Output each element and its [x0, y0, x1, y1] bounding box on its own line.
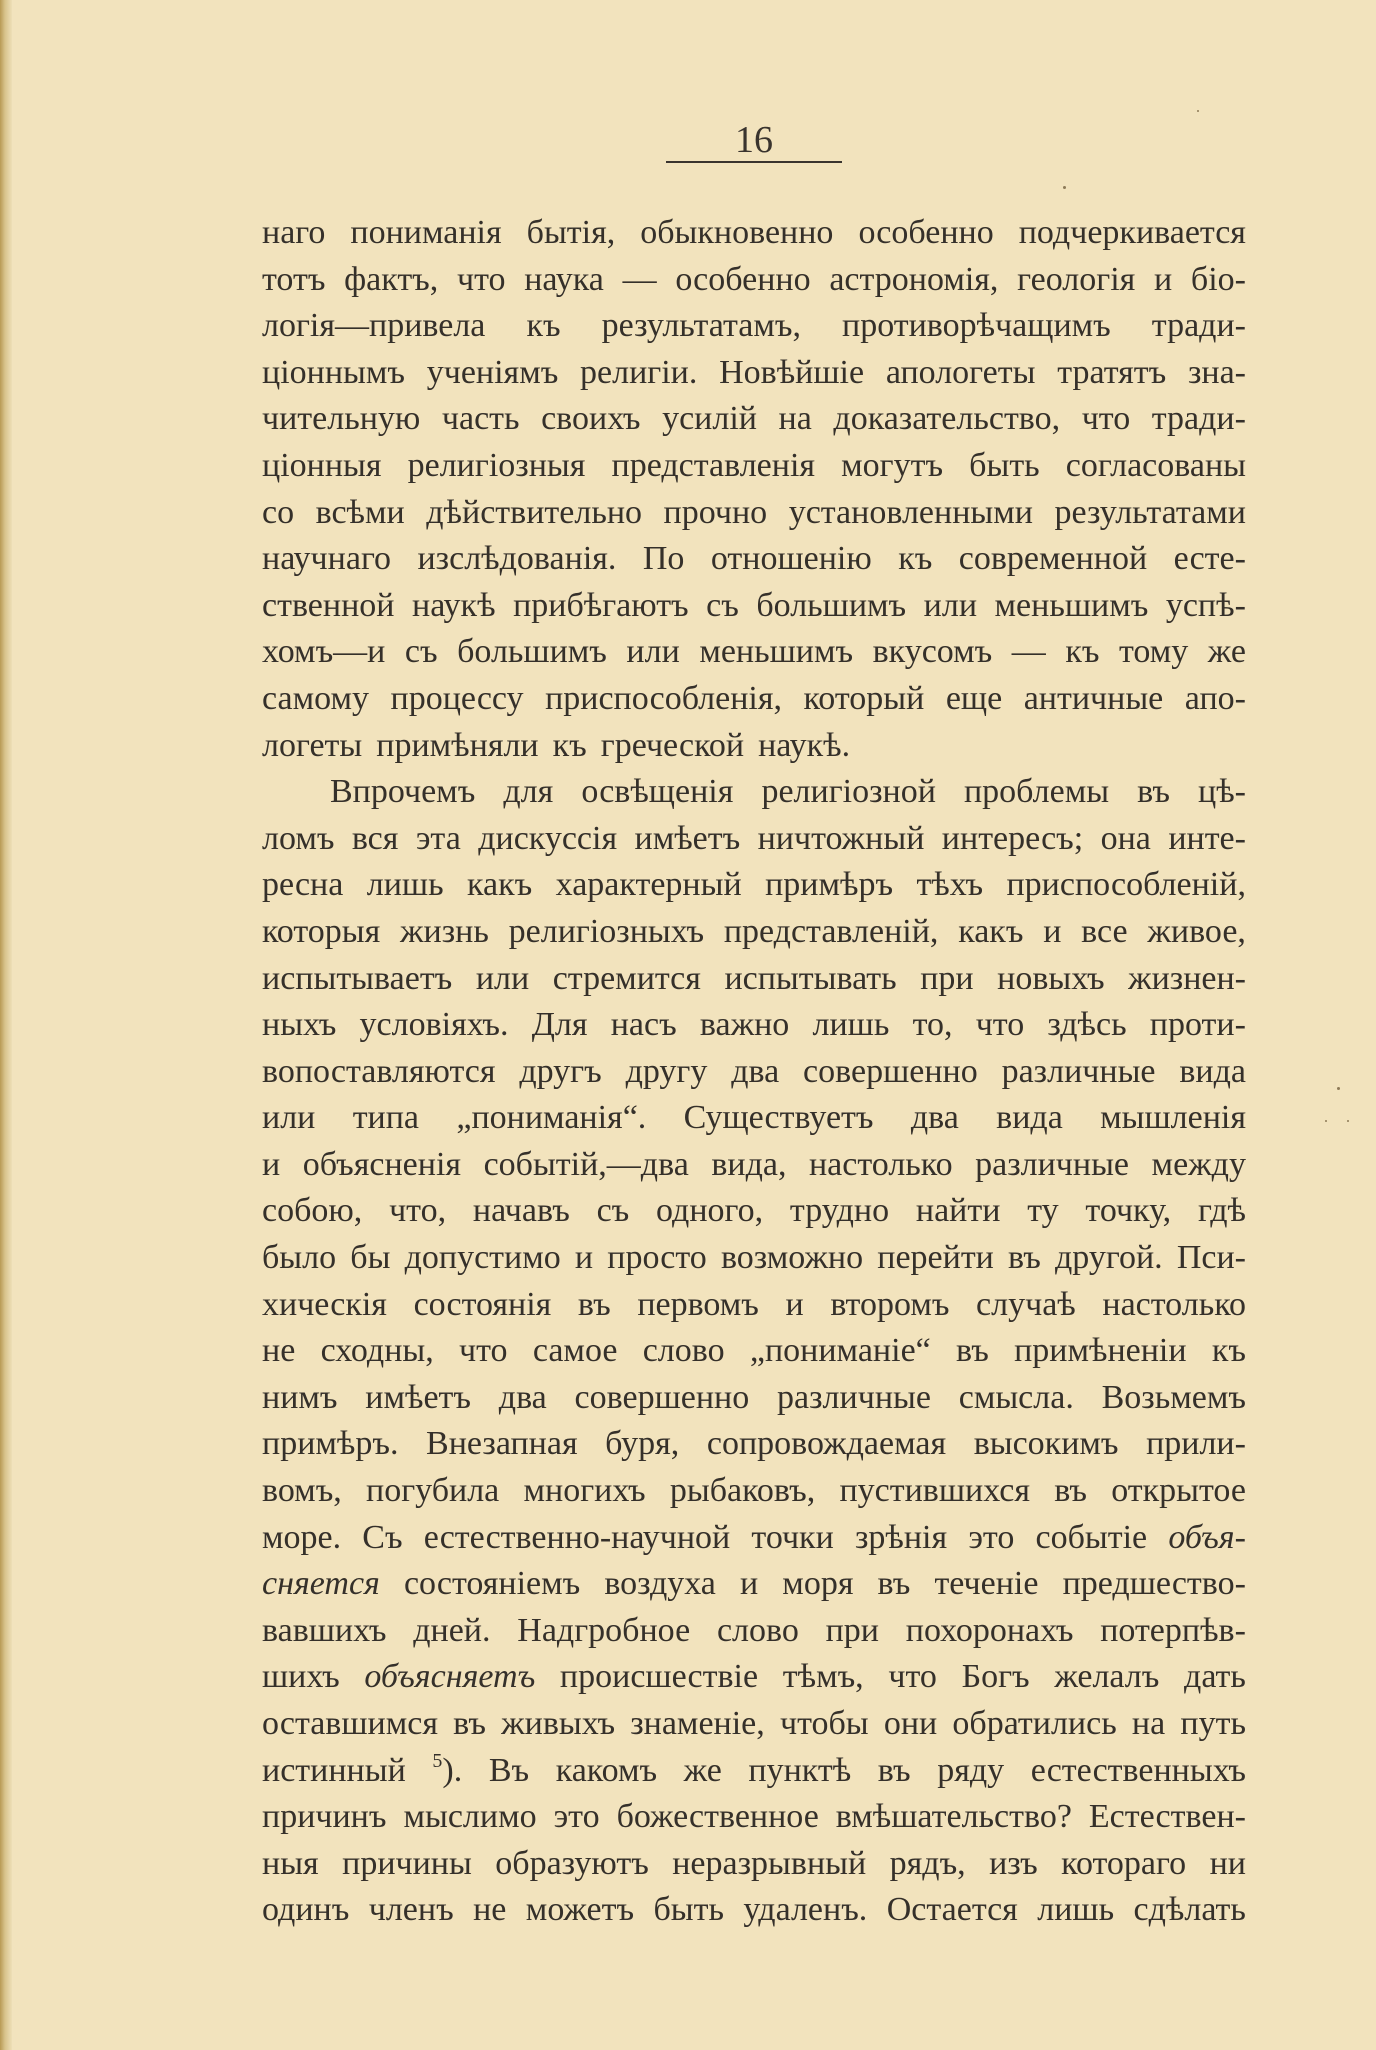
- text-line: вавшихъ дней. Надгробное слово при похоронахъ потерпѣв-: [262, 1611, 1246, 1649]
- text-line: тотъ фактъ, что наука — особенно астрономія, геологія и біо-: [262, 260, 1246, 298]
- text-line: хомъ—и съ большимъ или меньшимъ вкусомъ — къ тому же: [262, 633, 1246, 671]
- text-line: научнаго изслѣдованія. По отношенію къ современной есте-: [262, 540, 1246, 578]
- text-line: логія—привела къ результатамъ, противорѣчащимъ тради-: [262, 307, 1246, 345]
- text-line: и объясненія событій,—два вида, настолько различные между: [262, 1145, 1246, 1183]
- text-line: вопоставляются другъ другу два совершенно различные вида: [262, 1052, 1246, 1090]
- paper-speck: [1325, 1120, 1327, 1122]
- text-line: причинъ мыслимо это божественное вмѣшательство? Естествен-: [262, 1798, 1246, 1836]
- text-line: чительную часть своихъ усилій на доказательство, что тради-: [262, 400, 1246, 438]
- body-text: [262, 210, 1246, 1934]
- text-line: ныя причины образуютъ неразрывный рядъ, изъ котораго ни: [262, 1844, 1246, 1882]
- paper-speck: [1063, 186, 1066, 189]
- text-line: испытываетъ или стремится испытывать при новыхъ жизнен-: [262, 959, 1246, 997]
- text-line: которыя жизнь религіозныхъ представленій, какъ и все живое,: [262, 912, 1246, 950]
- page-edge: [0, 0, 12, 2050]
- text-line: ныхъ условіяхъ. Для насъ важно лишь то, что здѣсь проти-: [262, 1006, 1246, 1044]
- text-line: ресна лишь какъ характерный примѣръ тѣхъ приспособленій,: [262, 866, 1246, 904]
- text-line: ственной наукѣ прибѣгаютъ съ большимъ или меньшимъ успѣ-: [262, 586, 1246, 624]
- text-line: оставшимся въ живыхъ знаменіе, чтобы они обратились на путь: [262, 1705, 1246, 1742]
- text-line: шихъ объясняетъ происшествіе тѣмъ, что Богъ желалъ дать: [262, 1658, 1246, 1696]
- text-line: наго пониманія бытія, обыкновенно особенно подчеркивается: [262, 214, 1246, 251]
- text-line: море. Съ естественно-научной точки зрѣнія это событіе объя-: [262, 1518, 1246, 1556]
- text-line: примѣръ. Внезапная буря, сопровождаемая высокимъ прили-: [262, 1425, 1246, 1463]
- text-line: было бы допустимо и просто возможно перейти въ другой. Пси-: [262, 1239, 1246, 1277]
- text-line: вомъ, погубила многихъ рыбаковъ, пустившихся въ открытое: [262, 1472, 1246, 1510]
- text-line: со всѣми дѣйствительно прочно установленными результатами: [262, 493, 1246, 531]
- page-number: 16: [735, 119, 773, 161]
- text-line: хическія состоянія въ первомъ и второмъ случаѣ настолько: [262, 1285, 1246, 1323]
- text-line: одинъ членъ не можетъ быть удаленъ. Остается лишь сдѣлать: [262, 1891, 1246, 1929]
- text-line: ціоннымъ ученіямъ религіи. Новѣйшіе апологеты тратятъ зна-: [262, 353, 1246, 391]
- text-line: ломъ вся эта дискуссія имѣетъ ничтожный интересъ; она инте-: [262, 819, 1246, 857]
- paper-speck: [1337, 1087, 1340, 1090]
- text-line: самому процессу приспособленія, который еще античные апо-: [262, 679, 1246, 717]
- text-line: Впрочемъ для освѣщенія религіозной проблемы въ цѣ-: [330, 773, 1246, 811]
- text-line: нимъ имѣетъ два совершенно различные смысла. Возьмемъ: [262, 1378, 1246, 1416]
- paper-speck: [1197, 110, 1199, 112]
- text-line: сняется состояніемъ воздуха и моря въ теченіе предшество-: [262, 1565, 1246, 1603]
- text-line: истинный $^5$). Въ какомъ же пунктѣ въ ряду естественныхъ: [262, 1749, 1246, 1789]
- text-line: логеты примѣняли къ греческой наукѣ.: [262, 726, 851, 764]
- text-line: ціонныя религіозныя представленія могутъ быть согласованы: [262, 446, 1246, 484]
- text-line: или типа „пониманія“. Существуетъ два вида мышленія: [262, 1099, 1246, 1137]
- page-number-rule: [666, 161, 842, 163]
- text-line: не сходны, что самое слово „пониманіе“ въ примѣненіи къ: [262, 1332, 1246, 1370]
- text-line: собою, что, начавъ съ одного, трудно найти ту точку, гдѣ: [262, 1192, 1246, 1230]
- paper-speck: [1347, 1120, 1349, 1122]
